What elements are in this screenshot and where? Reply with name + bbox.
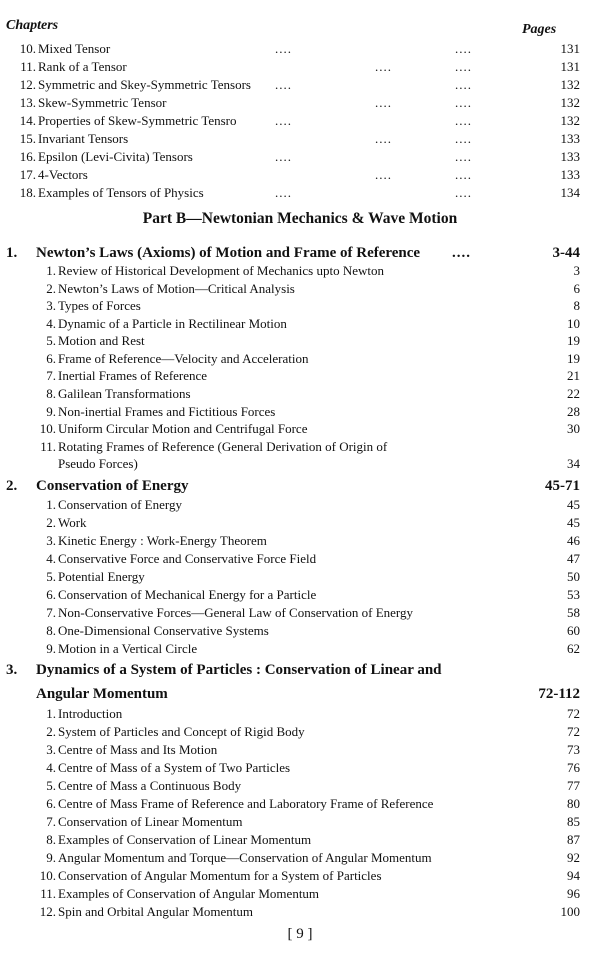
toc-entry bbox=[0, 795, 600, 813]
entry-title: Conservation of Angular Momentum for a System of Particles bbox=[58, 868, 382, 883]
entry-title: Work bbox=[58, 515, 87, 530]
entry-page: 46 bbox=[567, 533, 580, 548]
entry-page: 133 bbox=[560, 149, 580, 164]
entry-page: 132 bbox=[560, 113, 580, 128]
toc-entry bbox=[0, 403, 600, 421]
entry-page: 132 bbox=[560, 77, 580, 92]
entry-page: 96 bbox=[567, 886, 580, 901]
toc-entry bbox=[0, 496, 600, 514]
chapter-dots: .... bbox=[452, 245, 471, 261]
chapter-title: Conservation of Energy bbox=[36, 478, 189, 494]
entry-page: 3 bbox=[573, 263, 580, 278]
entry-title: Non-inertial Frames and Fictitious Forces bbox=[58, 404, 276, 419]
entry-page: 30 bbox=[567, 421, 580, 436]
entry-title: Symmetric and Skey-Symmetric Tensors bbox=[38, 77, 251, 92]
dot-leader: .... bbox=[375, 167, 392, 182]
toc-entry bbox=[0, 94, 600, 112]
entry-title: System of Particles and Concept of Rigid Body bbox=[58, 724, 305, 739]
entry-title: Examples of Tensors of Physics bbox=[38, 185, 204, 200]
entry-title: One-Dimensional Conservative Systems bbox=[58, 623, 269, 638]
entry-page: 72 bbox=[567, 724, 580, 739]
entry-title: Kinetic Energy : Work-Energy Theorem bbox=[58, 533, 267, 548]
entry-number: 8. bbox=[46, 832, 56, 847]
entry-number: 11. bbox=[40, 439, 56, 454]
entry-page: 8 bbox=[573, 298, 580, 313]
entry-title: Properties of Skew-Symmetric Tensro bbox=[38, 113, 237, 128]
entry-page: 6 bbox=[573, 281, 580, 296]
part-b-heading: Part B—Newtonian Mechanics & Wave Motion bbox=[142, 210, 458, 227]
entry-page: 62 bbox=[567, 641, 580, 656]
toc-entry bbox=[0, 622, 600, 640]
toc-entry bbox=[0, 420, 600, 438]
entry-title-cont: Pseudo Forces) bbox=[58, 456, 138, 471]
entry-title: Examples of Conservation of Linear Momentum bbox=[58, 832, 312, 847]
entry-page: 133 bbox=[560, 131, 580, 146]
entry-number: 9. bbox=[46, 404, 56, 419]
entry-page: 47 bbox=[567, 551, 580, 566]
entry-page: 76 bbox=[567, 760, 580, 775]
toc-entry bbox=[0, 280, 600, 298]
entry-page: 73 bbox=[567, 742, 580, 757]
toc-entry bbox=[0, 367, 600, 385]
entry-number: 7. bbox=[46, 605, 56, 620]
entry-number: 8. bbox=[46, 623, 56, 638]
entry-page: 21 bbox=[567, 368, 580, 383]
toc-entry-cont bbox=[0, 455, 600, 473]
toc-entry bbox=[0, 741, 600, 759]
dot-leader: .... bbox=[455, 41, 472, 56]
entry-page: 22 bbox=[567, 386, 580, 401]
entry-page: 77 bbox=[567, 778, 580, 793]
entry-page: 45 bbox=[567, 515, 580, 530]
toc-entry bbox=[0, 867, 600, 885]
entry-page: 58 bbox=[567, 605, 580, 620]
toc-entry bbox=[0, 184, 600, 202]
toc-entry bbox=[0, 297, 600, 315]
entry-title: Invariant Tensors bbox=[38, 131, 129, 146]
chapter-heading bbox=[0, 660, 600, 680]
toc-entry bbox=[0, 568, 600, 586]
entry-number: 5. bbox=[46, 778, 56, 793]
entry-page: 100 bbox=[560, 904, 580, 919]
entry-title: Potential Energy bbox=[58, 569, 145, 584]
entry-number: 10. bbox=[39, 421, 56, 436]
entry-number: 12. bbox=[19, 77, 36, 92]
toc-entry bbox=[0, 148, 600, 166]
entry-number: 6. bbox=[46, 587, 56, 602]
toc-entry bbox=[0, 58, 600, 76]
entry-title: Mixed Tensor bbox=[38, 41, 111, 56]
entry-title: Conservation of Linear Momentum bbox=[58, 814, 243, 829]
entry-title: Skew-Symmetric Tensor bbox=[38, 95, 167, 110]
entry-title: Conservation of Energy bbox=[58, 497, 182, 512]
entry-number: 17. bbox=[19, 167, 36, 182]
dot-leader: .... bbox=[455, 95, 472, 110]
chapter-pages: 45-71 bbox=[545, 478, 580, 494]
entry-page: 60 bbox=[567, 623, 580, 638]
toc-entry bbox=[0, 166, 600, 184]
entry-page: 28 bbox=[567, 404, 580, 419]
toc-entry bbox=[0, 438, 600, 456]
entry-number: 1. bbox=[46, 263, 56, 278]
toc-entry bbox=[0, 903, 600, 921]
toc-entry bbox=[0, 759, 600, 777]
entry-page: 134 bbox=[560, 185, 580, 200]
entry-page: 19 bbox=[567, 333, 580, 348]
chapter-number: 2. bbox=[6, 478, 18, 494]
toc-entry bbox=[0, 315, 600, 333]
entry-title: Motion in a Vertical Circle bbox=[58, 641, 198, 656]
entry-title: Dynamic of a Particle in Rectilinear Motion bbox=[58, 316, 287, 331]
chapter-pages: 72-112 bbox=[538, 686, 580, 702]
entry-page: 131 bbox=[560, 41, 580, 56]
chapter-heading-cont bbox=[0, 684, 600, 704]
entry-number: 2. bbox=[46, 724, 56, 739]
toc-entry bbox=[0, 385, 600, 403]
entry-title: Non-Conservative Forces—General Law of Conservation of Energy bbox=[58, 605, 413, 620]
entry-number: 1. bbox=[46, 706, 56, 721]
entry-title: Types of Forces bbox=[58, 298, 141, 313]
entry-number: 3. bbox=[46, 742, 56, 757]
chapter-title: Newton’s Laws (Axioms) of Motion and Frame of Reference bbox=[36, 245, 421, 261]
entry-number: 5. bbox=[46, 569, 56, 584]
entry-number: 9. bbox=[46, 641, 56, 656]
toc-entry bbox=[0, 40, 600, 58]
entry-title: Angular Momentum and Torque—Conservation of Angular Momentum bbox=[58, 850, 432, 865]
entry-number: 9. bbox=[46, 850, 56, 865]
toc-entry bbox=[0, 777, 600, 795]
toc-entry bbox=[0, 586, 600, 604]
dot-leader: .... bbox=[455, 113, 472, 128]
entry-number: 2. bbox=[46, 281, 56, 296]
entry-title: Spin and Orbital Angular Momentum bbox=[58, 904, 253, 919]
chapter-number: 3. bbox=[6, 662, 18, 678]
entry-number: 3. bbox=[46, 533, 56, 548]
entry-page: 80 bbox=[567, 796, 580, 811]
dot-leader: .... bbox=[455, 77, 472, 92]
entry-number: 11. bbox=[20, 59, 36, 74]
entry-page: 34 bbox=[567, 456, 580, 471]
page-number: [ 9 ] bbox=[287, 926, 313, 942]
entry-page: 10 bbox=[567, 316, 580, 331]
toc-entry bbox=[0, 262, 600, 280]
toc-entry bbox=[0, 550, 600, 568]
dot-leader: .... bbox=[455, 59, 472, 74]
entry-title: Centre of Mass a Continuous Body bbox=[58, 778, 242, 793]
entry-title: Epsilon (Levi-Civita) Tensors bbox=[38, 149, 193, 164]
dot-leader: .... bbox=[275, 185, 292, 200]
entry-number: 2. bbox=[46, 515, 56, 530]
entry-number: 8. bbox=[46, 386, 56, 401]
dot-leader: .... bbox=[275, 41, 292, 56]
entry-title: Frame of Reference—Velocity and Acceleration bbox=[58, 351, 309, 366]
entry-page: 87 bbox=[567, 832, 580, 847]
entry-number: 3. bbox=[46, 298, 56, 313]
entry-title: Motion and Rest bbox=[58, 333, 145, 348]
dot-leader: .... bbox=[455, 185, 472, 200]
chapter-heading bbox=[0, 243, 600, 263]
entry-number: 11. bbox=[40, 886, 56, 901]
dot-leader: .... bbox=[455, 131, 472, 146]
entry-number: 4. bbox=[46, 551, 56, 566]
dot-leader: .... bbox=[275, 77, 292, 92]
chapter-pages: 3-44 bbox=[552, 245, 580, 261]
entry-number: 12. bbox=[39, 904, 56, 919]
entry-number: 6. bbox=[46, 351, 56, 366]
entry-title: Conservation of Mechanical Energy for a Particle bbox=[58, 587, 317, 602]
entry-title: Uniform Circular Motion and Centrifugal Force bbox=[58, 421, 308, 436]
pages-header: Pages bbox=[522, 22, 557, 37]
entry-number: 7. bbox=[46, 368, 56, 383]
entry-number: 18. bbox=[19, 185, 36, 200]
toc-entry bbox=[0, 532, 600, 550]
entry-page: 19 bbox=[567, 351, 580, 366]
entry-page: 50 bbox=[567, 569, 580, 584]
entry-title: Galilean Transformations bbox=[58, 386, 191, 401]
entry-page: 94 bbox=[567, 868, 580, 883]
entry-title: Inertial Frames of Reference bbox=[58, 368, 208, 383]
chapter-number: 1. bbox=[6, 245, 18, 261]
toc-entry bbox=[0, 813, 600, 831]
entry-page: 132 bbox=[560, 95, 580, 110]
entry-number: 7. bbox=[46, 814, 56, 829]
entry-number: 4. bbox=[46, 316, 56, 331]
entry-title: Examples of Conservation of Angular Momentum bbox=[58, 886, 320, 901]
toc-entry bbox=[0, 640, 600, 658]
dot-leader: .... bbox=[375, 131, 392, 146]
toc-entry bbox=[0, 831, 600, 849]
chapter-title-cont: Angular Momentum bbox=[36, 686, 168, 702]
toc-entry bbox=[0, 885, 600, 903]
entry-page: 92 bbox=[567, 850, 580, 865]
toc-entry bbox=[0, 723, 600, 741]
toc-entry bbox=[0, 705, 600, 723]
entry-title: Review of Historical Development of Mechanics upto Newton bbox=[58, 263, 384, 278]
chapter-title: Dynamics of a System of Particles : Conservation of Linear and bbox=[36, 662, 442, 678]
entry-title: Rank of a Tensor bbox=[38, 59, 127, 74]
toc-entry bbox=[0, 350, 600, 368]
entry-number: 13. bbox=[19, 95, 36, 110]
dot-leader: .... bbox=[275, 149, 292, 164]
toc-entry bbox=[0, 514, 600, 532]
entry-title: Rotating Frames of Reference (General Derivation of Origin of bbox=[58, 439, 388, 454]
dot-leader: .... bbox=[375, 59, 392, 74]
entry-title: Centre of Mass of a System of Two Particles bbox=[58, 760, 291, 775]
entry-page: 45 bbox=[567, 497, 580, 512]
dot-leader: .... bbox=[375, 95, 392, 110]
toc-entry bbox=[0, 332, 600, 350]
entry-number: 5. bbox=[46, 333, 56, 348]
toc-entry bbox=[0, 76, 600, 94]
toc-entry bbox=[0, 112, 600, 130]
toc-entry bbox=[0, 604, 600, 622]
entry-number: 6. bbox=[46, 796, 56, 811]
entry-title: Introduction bbox=[58, 706, 123, 721]
chapters-header: Chapters bbox=[6, 18, 59, 33]
entry-title: Conservative Force and Conservative Force Field bbox=[58, 551, 317, 566]
entry-title: Centre of Mass and Its Motion bbox=[58, 742, 218, 757]
entry-number: 15. bbox=[19, 131, 36, 146]
toc-entry bbox=[0, 130, 600, 148]
entry-page: 131 bbox=[560, 59, 580, 74]
entry-number: 4. bbox=[46, 760, 56, 775]
dot-leader: .... bbox=[275, 113, 292, 128]
entry-number: 14. bbox=[19, 113, 36, 128]
entry-title: Centre of Mass Frame of Reference and Laboratory Frame of Reference bbox=[58, 796, 434, 811]
dot-leader: .... bbox=[455, 149, 472, 164]
entry-number: 16. bbox=[19, 149, 36, 164]
entry-page: 53 bbox=[567, 587, 580, 602]
entry-page: 85 bbox=[567, 814, 580, 829]
chapter-heading bbox=[0, 476, 600, 496]
entry-title: Newton’s Laws of Motion—Critical Analysis bbox=[58, 281, 295, 296]
dot-leader: .... bbox=[455, 167, 472, 182]
entry-number: 10. bbox=[39, 868, 56, 883]
toc-entry bbox=[0, 849, 600, 867]
entry-number: 10. bbox=[19, 41, 36, 56]
entry-title: 4-Vectors bbox=[38, 167, 88, 182]
entry-number: 1. bbox=[46, 497, 56, 512]
entry-page: 133 bbox=[560, 167, 580, 182]
entry-page: 72 bbox=[567, 706, 580, 721]
